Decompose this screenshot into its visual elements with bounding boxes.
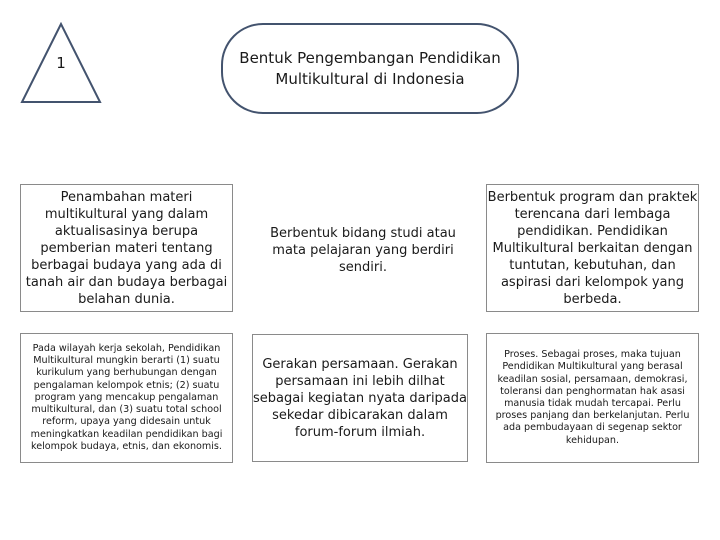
- row2-col1-text: Pada wilayah kerja sekolah, Pendidikan Multikultural mungkin berarti (1) suatu kurikulum yang berhubungan dengan pengalaman kelompok etnis; (2) suatu program yang mencakup pengalaman multikultural, dan (3) suatu total school reform, upaya yang didesain untuk meningkatkan keadilan pendidikan bagi kelompok budaya, etnis, dan ekonomis.: [30, 343, 223, 452]
- number-badge: [20, 22, 102, 104]
- row2-col3-text: Proses. Sebagai proses, maka tujuan Pendidikan Multikultural yang berasal keadilan sosial, persamaan, demokrasi, toleransi dan penghormatan hak asasi manusia tidak mudah tercapai. Perlu proses panjang dan berkelanjutan. Perlu ada pembudayaan di segenap sektor kehidupan.: [495, 349, 690, 446]
- row2-col1-box: [20, 333, 233, 463]
- diagram-title: [221, 23, 519, 114]
- row1-col2-cell: [258, 205, 468, 295]
- row2-col3-box: [486, 333, 699, 463]
- row2-col2-box: [252, 334, 468, 462]
- badge-number: 1: [56, 54, 66, 72]
- row1-col2-text: Berbentuk bidang studi atau mata pelajaran yang berdiri sendiri.: [270, 225, 456, 275]
- row1-col1-text: Penambahan materi multikultural yang dalam aktualisasinya berupa pemberian materi tentang berbagai budaya yang ada di tanah air dan budaya berbagai belahan dunia.: [25, 189, 228, 307]
- row1-col1-box: [20, 184, 233, 312]
- row1-col3-box: [486, 184, 699, 312]
- diagram-title-text: Bentuk Pengembangan Pendidikan Multikultural di Indonesia: [239, 48, 501, 88]
- row1-col3-text: Berbentuk program dan praktek terencana dari lembaga pendidikan. Pendidikan Multikultural berkaitan dengan tuntutan, kebutuhan, dan aspirasi dari kelompok yang berbeda.: [487, 189, 698, 307]
- row2-col2-text: Gerakan persamaan. Gerakan persamaan ini lebih dilhat sebagai kegiatan nyata daripada sekedar dibicarakan dalam forum-forum ilmiah.: [253, 356, 467, 440]
